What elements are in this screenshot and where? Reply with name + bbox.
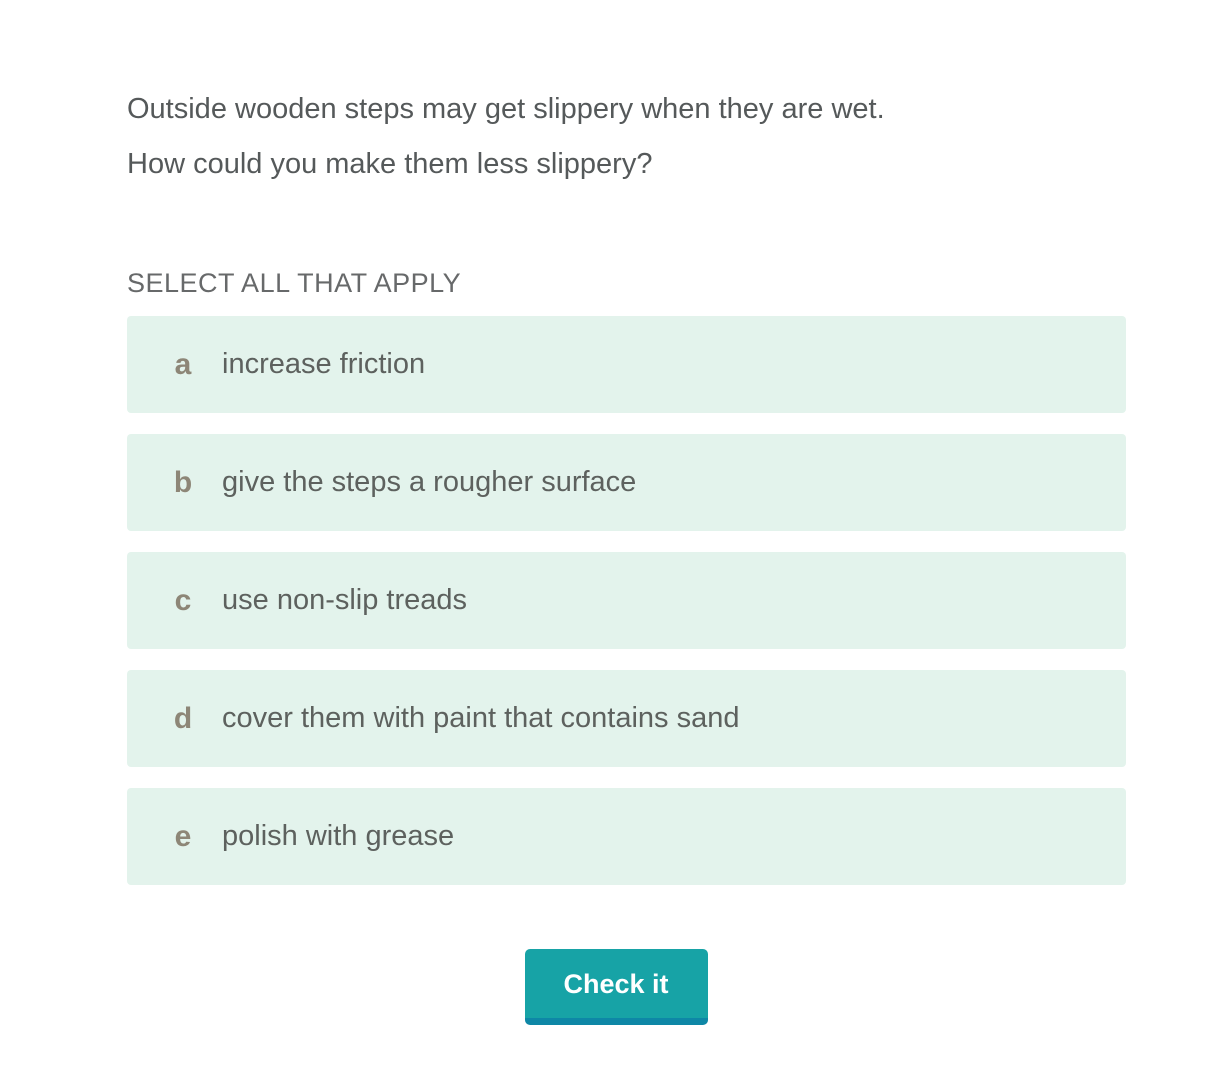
option-letter: c bbox=[174, 583, 192, 617]
option-letter: a bbox=[174, 347, 192, 381]
answer-option-d[interactable] bbox=[127, 670, 1126, 767]
option-label: give the steps a rougher surface bbox=[222, 466, 637, 498]
option-letter: e bbox=[174, 819, 192, 853]
answer-option-a[interactable] bbox=[127, 316, 1126, 413]
check-it-button[interactable]: Check it bbox=[525, 949, 708, 1025]
option-label: cover them with paint that contains sand bbox=[222, 702, 740, 734]
question-line-2: How could you make them less slippery? bbox=[127, 148, 653, 180]
quiz-content bbox=[127, 82, 1126, 885]
option-label: polish with grease bbox=[222, 820, 455, 852]
option-label: use non-slip treads bbox=[222, 584, 468, 616]
question-text bbox=[127, 82, 1126, 192]
option-letter: d bbox=[173, 701, 193, 735]
answer-option-b[interactable] bbox=[127, 434, 1126, 531]
select-all-instruction: SELECT ALL THAT APPLY bbox=[127, 268, 462, 298]
answer-option-e[interactable] bbox=[127, 788, 1126, 885]
option-label: increase friction bbox=[222, 348, 426, 380]
answer-option-c[interactable] bbox=[127, 552, 1126, 649]
question-line-1: Outside wooden steps may get slippery when they are wet. bbox=[127, 93, 885, 125]
button-row bbox=[0, 949, 1232, 1025]
option-letter: b bbox=[173, 465, 193, 499]
